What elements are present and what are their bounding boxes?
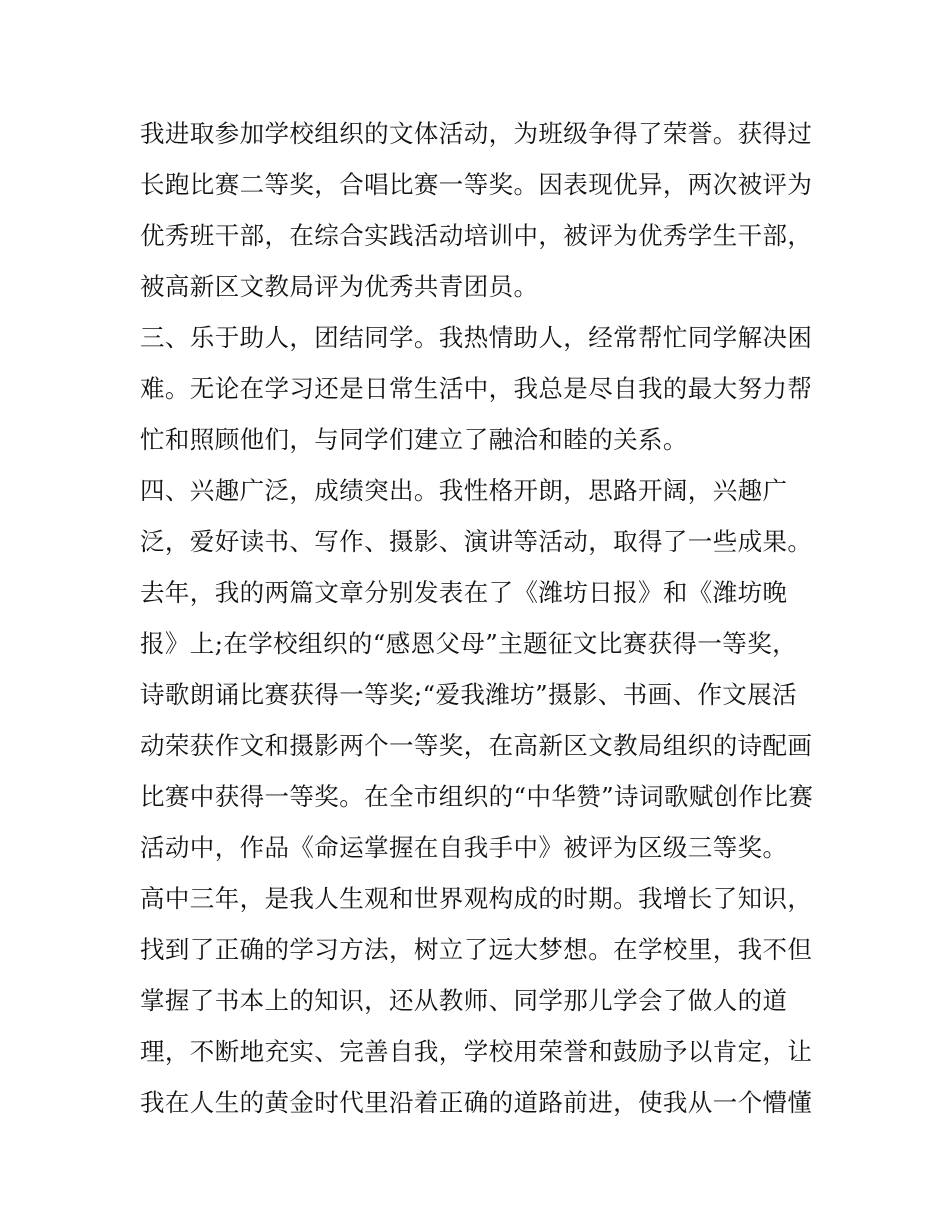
- text-line-19: 理，不断地充实、完善自我，学校用荣誉和鼓励予以肯定，让: [140, 1037, 813, 1066]
- text-line-4: 被高新区文教局评为优秀共青团员。: [140, 272, 539, 301]
- document-body: [140, 108, 830, 1128]
- text-line-2: 长跑比赛二等奖，合唱比赛一等奖。因表现优异，两次被评为: [140, 170, 813, 199]
- text-line-18: 掌握了书本上的知识，还从教师、同学那儿学会了做人的道: [140, 986, 788, 1015]
- text-line-16: 高中三年，是我人生观和世界观构成的时期。我增长了知识，: [140, 884, 813, 913]
- text-line-1: 我进取参加学校组织的文体活动，为班级争得了荣誉。获得过: [140, 119, 813, 148]
- text-line-8: 四、兴趣广泛，成绩突出。我性格开朗，思路开阔，兴趣广: [140, 476, 788, 505]
- text-line-10: 去年，我的两篇文章分别发表在了《潍坊日报》和《潍坊晚: [140, 578, 788, 607]
- text-line-13: 动荣获作文和摄影两个一等奖，在高新区文教局组织的诗配画: [140, 731, 813, 760]
- text-line-5: 三、乐于助人，团结同学。我热情助人，经常帮忙同学解决困: [140, 323, 813, 352]
- text-line-6: 难。无论在学习还是日常生活中，我总是尽自我的最大努力帮: [140, 374, 813, 403]
- text-line-20: 我在人生的黄金时代里沿着正确的道路前进，使我从一个懵懂: [140, 1088, 813, 1117]
- text-line-12: 诗歌朗诵比赛获得一等奖;“爱我潍坊”摄影、书画、作文展活: [140, 680, 798, 709]
- text-line-17: 找到了正确的学习方法，树立了远大梦想。在学校里，我不但: [140, 935, 813, 964]
- text-line-9: 泛，爱好读书、写作、摄影、演讲等活动，取得了一些成果。: [140, 527, 813, 556]
- text-line-7: 忙和照顾他们，与同学们建立了融洽和睦的关系。: [140, 425, 688, 454]
- text-line-3: 优秀班干部，在综合实践活动培训中，被评为优秀学生干部，: [140, 221, 813, 250]
- text-line-15: 活动中，作品《命运掌握在自我手中》被评为区级三等奖。: [140, 833, 788, 862]
- text-line-11: 报》上;在学校组织的“感恩父母”主题征文比赛获得一等奖，: [140, 629, 798, 658]
- text-line-14: 比赛中获得一等奖。在全市组织的“中华赞”诗词歌赋创作比赛: [140, 782, 814, 811]
